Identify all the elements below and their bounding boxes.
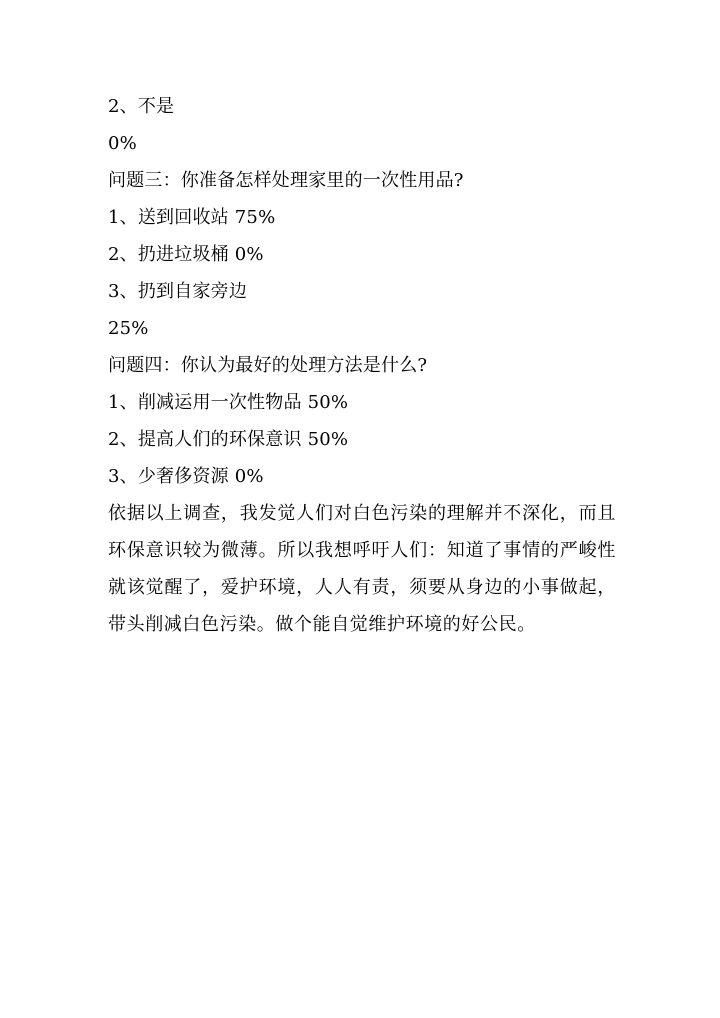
answer-option-2: 2、提高人们的环保意识 50% [108,429,349,450]
question-four: 问题四：你认为最好的处理方法是什么? [108,355,428,376]
answer-percent: 25% [108,318,149,339]
answer-option-1: 1、送到回收站 75% [108,207,276,228]
answer-option-2: 2、扔进垃圾桶 0% [108,244,264,265]
answer-option-no: 2、不是 [108,96,175,117]
answer-percent: 0% [108,133,137,154]
conclusion-paragraph: 依据以上调查，我发觉人们对白色污染的理解并不深化，而且环保意识较为微薄。所以我想呼吁人们：知道了事情的严峻性就该觉醒了，爱护环境，人人有责，须要从身边的小事做起，带头削减白色污染。做个能自觉维护环境的好公民。 [108,503,616,635]
answer-option-3: 3、扔到自家旁边 [108,281,248,302]
answer-option-3: 3、少奢侈资源 0% [108,466,264,487]
question-three: 问题三：你准备怎样处理家里的一次性用品? [108,170,464,191]
document-body [108,88,628,643]
answer-option-1: 1、削减运用一次性物品 50% [108,392,349,413]
